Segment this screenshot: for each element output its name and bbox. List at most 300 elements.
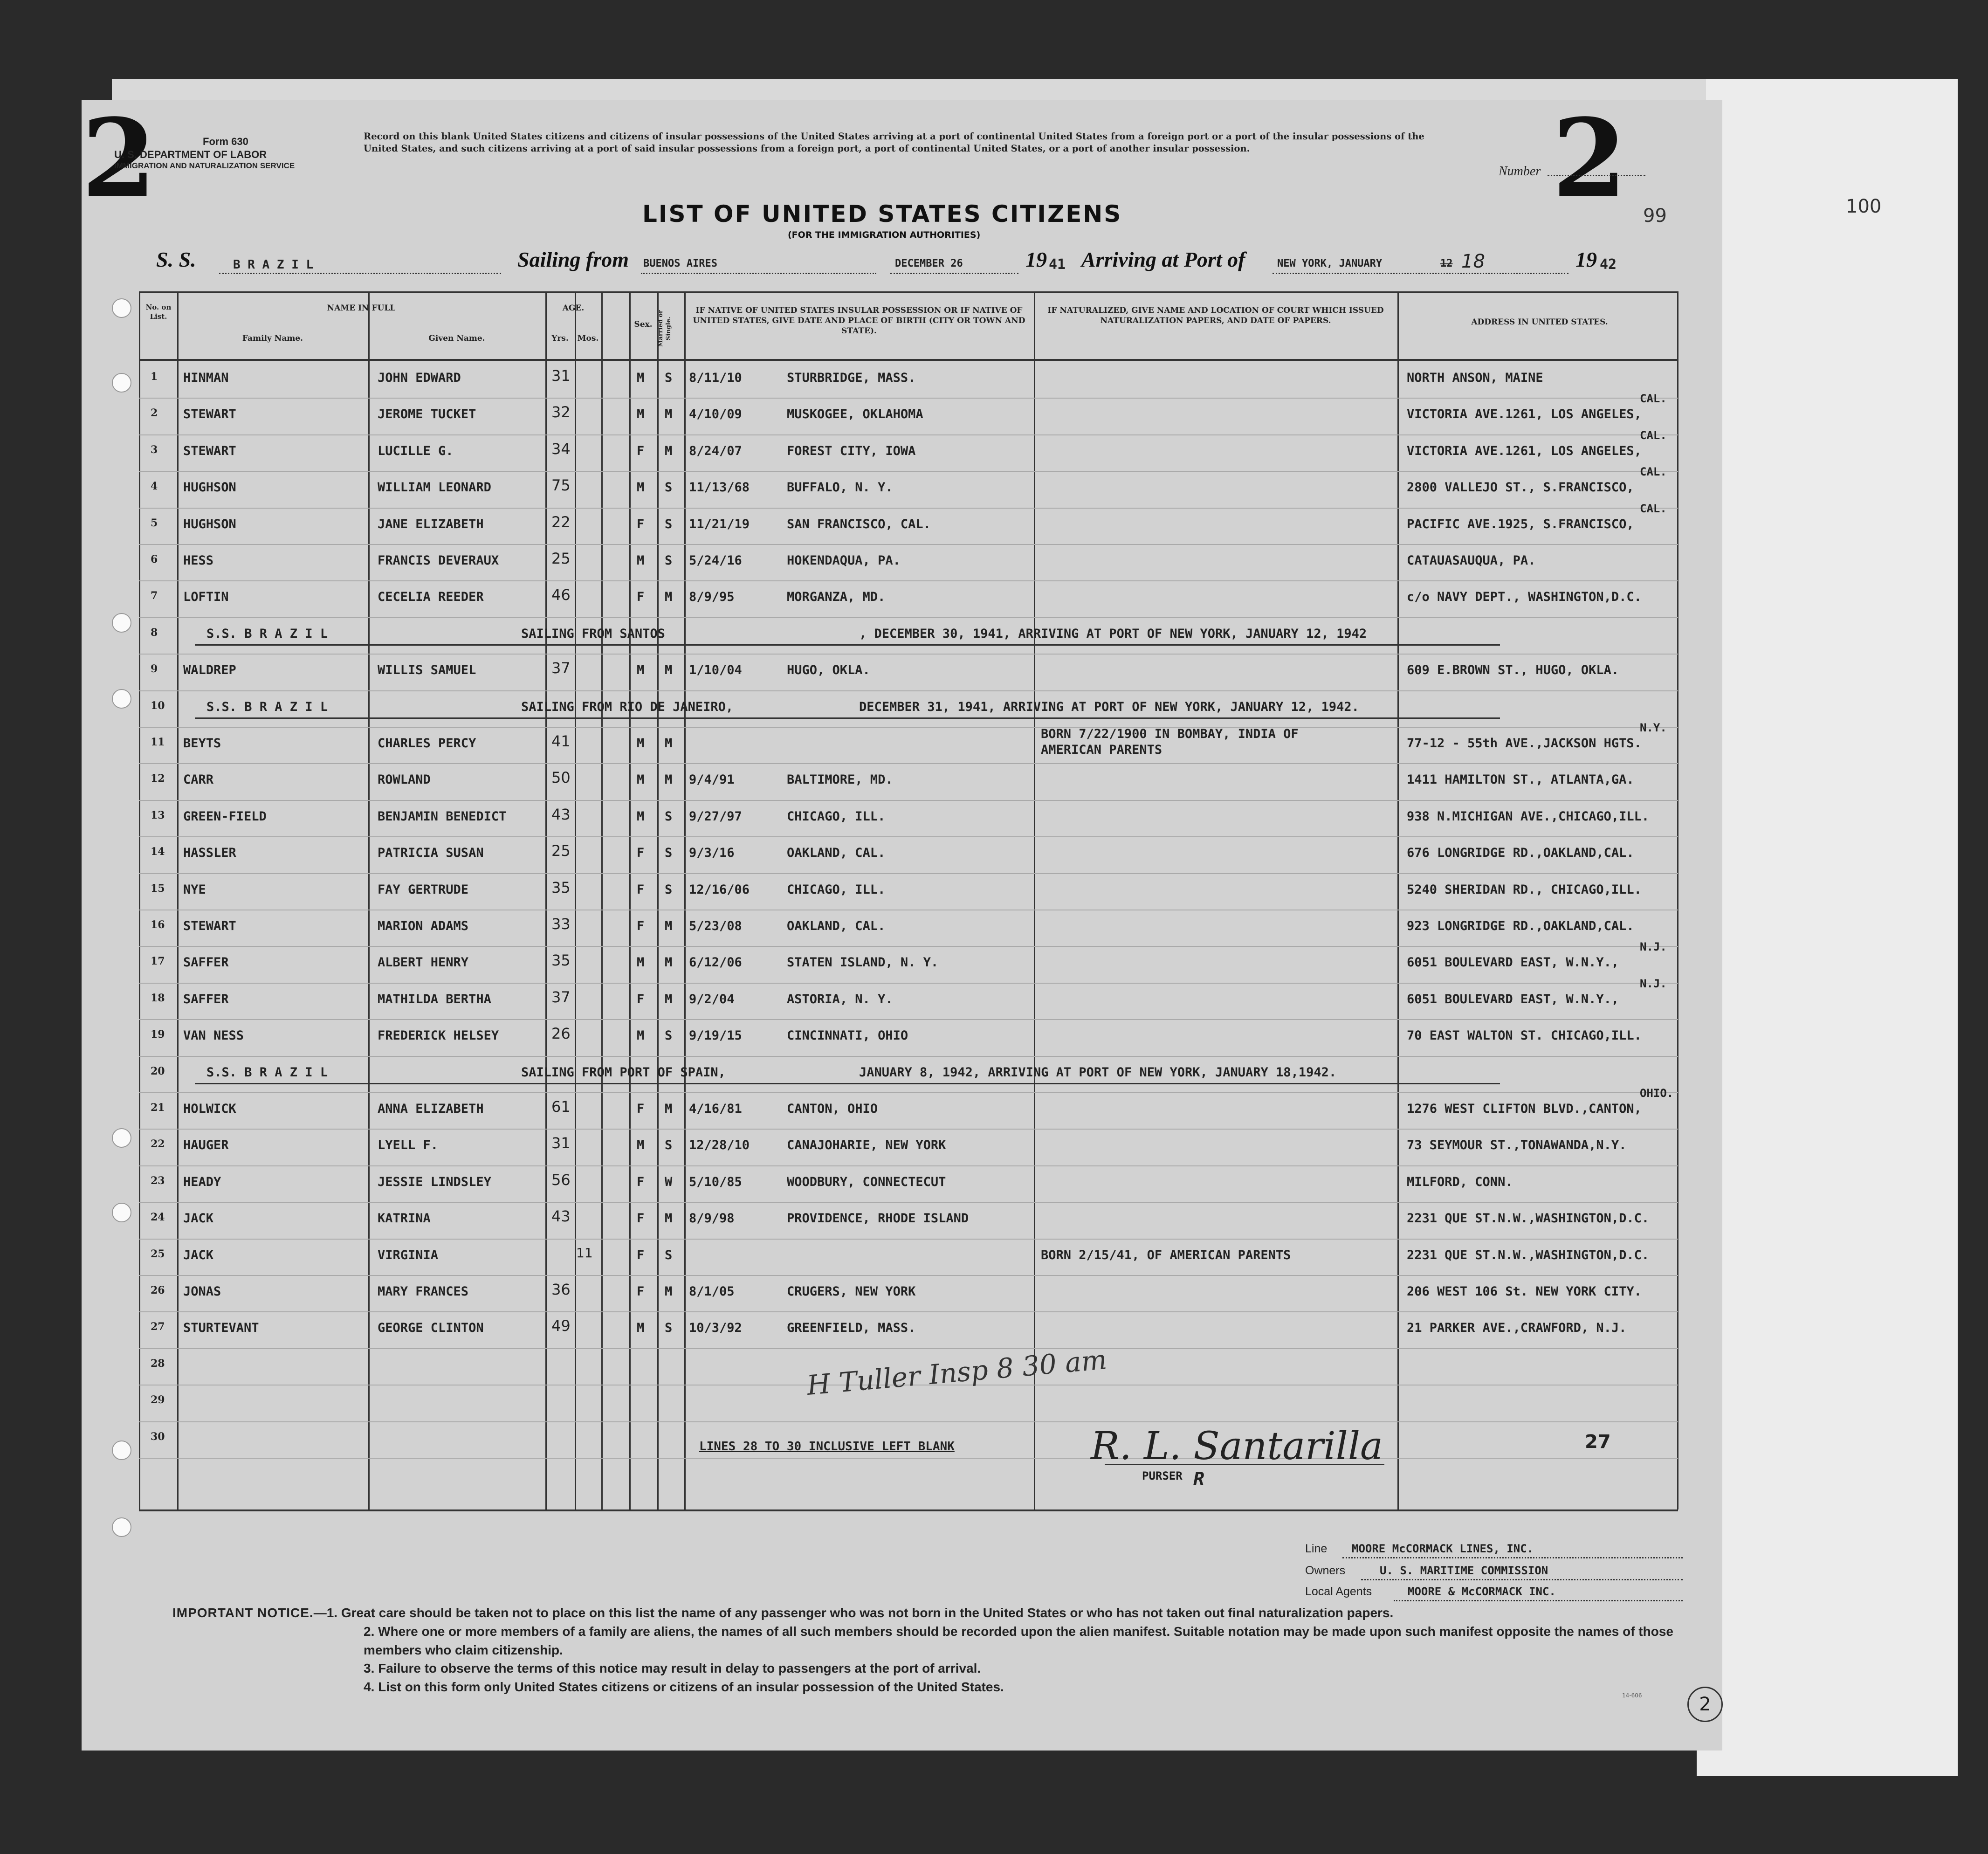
row-number: 25 bbox=[151, 1247, 165, 1260]
sex: F bbox=[637, 1247, 645, 1262]
address: VICTORIA AVE.1261, LOS ANGELES, bbox=[1407, 443, 1642, 458]
family-name: LOFTIN bbox=[183, 590, 229, 605]
row-number: 1 bbox=[151, 371, 158, 383]
address-state: CAL. bbox=[1640, 465, 1667, 479]
sex: F bbox=[637, 1174, 645, 1189]
col-header-family: Family Name. bbox=[242, 334, 303, 343]
number-line bbox=[1548, 175, 1645, 176]
family-name: WALDREP bbox=[183, 663, 236, 678]
col-header-birth: IF NATIVE OF UNITED STATES INSULAR POSSESSION OR IF NATIVE OF UNITED STATES, GIVE DATE AND PLACE OF BIRTH (CITY OR TOWN AND STATE). bbox=[693, 306, 1025, 336]
sailing-from-port: BUENOS AIRES bbox=[643, 258, 717, 269]
age-years: 25 bbox=[551, 842, 571, 860]
line-underline bbox=[1342, 1557, 1683, 1558]
address-state: CAL. bbox=[1640, 502, 1667, 515]
col-header-name: NAME IN FULL bbox=[327, 303, 396, 313]
given-name: KATRINA bbox=[378, 1211, 431, 1226]
address: 5240 SHERIDAN RD., CHICAGO,ILL. bbox=[1407, 882, 1642, 897]
age-years: 22 bbox=[551, 513, 571, 531]
important-notice bbox=[172, 1604, 1701, 1696]
family-name: STEWART bbox=[183, 443, 236, 458]
agents-underline bbox=[1394, 1600, 1683, 1601]
notice-4: 4. List on this form only United States citizens or citizens of an insular possession of the United States. bbox=[364, 1680, 1004, 1694]
arriving-label: Arriving at Port of bbox=[1081, 248, 1245, 271]
family-name: HEADY bbox=[183, 1174, 221, 1189]
form-number-left: 2 bbox=[82, 96, 157, 221]
col-header-sex: Sex. bbox=[634, 320, 653, 329]
birth-date: 11/13/68 bbox=[689, 480, 750, 495]
arriving-line bbox=[1273, 273, 1568, 274]
birth-date: 11/21/19 bbox=[689, 517, 750, 531]
sex: F bbox=[637, 992, 645, 1006]
table-row bbox=[139, 690, 1678, 727]
address: 2231 QUE ST.N.W.,WASHINGTON,D.C. bbox=[1407, 1211, 1650, 1226]
passenger-total: 27 bbox=[1585, 1431, 1611, 1453]
row-number: 20 bbox=[151, 1065, 165, 1077]
lines-left-blank: LINES 28 TO 30 INCLUSIVE LEFT BLANK bbox=[699, 1440, 955, 1454]
row-number: 12 bbox=[151, 772, 165, 785]
ss-label: S. S. bbox=[156, 248, 196, 271]
form-agency-block bbox=[114, 135, 295, 171]
number-value: 2 bbox=[1552, 96, 1627, 221]
section-ship: S.S. B R A Z I L bbox=[206, 1065, 328, 1080]
notice-3: 3. Failure to observe the terms of this notice may result in delay to passengers at the port of arrival. bbox=[364, 1661, 981, 1676]
birth-date: 12/16/06 bbox=[689, 882, 750, 897]
row-number: 17 bbox=[151, 955, 165, 968]
birth-date: 9/19/15 bbox=[689, 1028, 742, 1043]
sex: F bbox=[637, 846, 645, 861]
col-header-married: Married or Single. bbox=[657, 310, 672, 347]
arriving-day-struck: 12 bbox=[1440, 258, 1453, 269]
row-number: 2 bbox=[151, 407, 158, 420]
address: CATAUASAUQUA, PA. bbox=[1407, 553, 1536, 568]
birth-place: OAKLAND, CAL. bbox=[787, 919, 886, 933]
age-years: 34 bbox=[551, 440, 571, 458]
birth-place: BUFFALO, N. Y. bbox=[787, 480, 893, 495]
age-years: 26 bbox=[551, 1025, 571, 1043]
family-name: CARR bbox=[183, 772, 214, 787]
age-years: 36 bbox=[551, 1281, 571, 1298]
marital-status: S bbox=[665, 1321, 673, 1336]
marital-status: M bbox=[665, 736, 673, 751]
row-number: 22 bbox=[151, 1138, 165, 1151]
row-number: 7 bbox=[151, 590, 158, 602]
sailing-from-label: Sailing from bbox=[517, 248, 629, 271]
family-name: JACK bbox=[183, 1211, 214, 1226]
owners-underline bbox=[1361, 1579, 1683, 1580]
section-sailing: SAILING FROM SANTOS bbox=[521, 626, 665, 641]
birth-place: CANAJOHARIE, NEW YORK bbox=[787, 1138, 946, 1153]
address: 938 N.MICHIGAN AVE.,CHICAGO,ILL. bbox=[1407, 809, 1650, 824]
punch-hole bbox=[112, 1128, 131, 1148]
header-bottom-line bbox=[139, 359, 1678, 361]
row-number: 29 bbox=[151, 1394, 165, 1406]
birth-date: 5/23/08 bbox=[689, 919, 742, 933]
row-number: 10 bbox=[151, 699, 165, 712]
row-number: 4 bbox=[151, 480, 158, 493]
notice-2: 2. Where one or more members of a family are aliens, the names of all such members should be recorded upon the alien manifest. Suitable notation may be made upon such manifest opposite the names of those members who claim citizenship. bbox=[364, 1624, 1673, 1657]
back-sheet-page-number: 100 bbox=[1846, 196, 1882, 217]
address: VICTORIA AVE.1261, LOS ANGELES, bbox=[1407, 407, 1642, 422]
sex: M bbox=[637, 1028, 645, 1043]
marital-status: M bbox=[665, 1284, 673, 1299]
family-name: JACK bbox=[183, 1247, 214, 1262]
marital-status: W bbox=[665, 1174, 673, 1189]
ship-name: B R A Z I L bbox=[233, 258, 314, 272]
age-years: 41 bbox=[551, 732, 571, 750]
year2-typed: 42 bbox=[1600, 256, 1617, 273]
birth-date: 1/10/04 bbox=[689, 663, 742, 678]
table-top-line bbox=[139, 291, 1678, 293]
address: 609 E.BROWN ST., HUGO, OKLA. bbox=[1407, 663, 1619, 678]
table-row bbox=[139, 836, 1678, 873]
sex: M bbox=[637, 736, 645, 751]
given-name: LUCILLE G. bbox=[378, 443, 454, 458]
marital-status: S bbox=[665, 1138, 673, 1153]
col-header-yrs: Yrs. bbox=[551, 334, 569, 343]
table-row bbox=[139, 1129, 1678, 1165]
family-name: VAN NESS bbox=[183, 1028, 244, 1043]
age-years: 50 bbox=[551, 769, 571, 787]
age-years: 35 bbox=[551, 951, 571, 970]
given-name: PATRICIA SUSAN bbox=[378, 846, 484, 861]
row-number: 18 bbox=[151, 992, 165, 1004]
service: IMMIGRATION AND NATURALIZATION SERVICE bbox=[114, 161, 295, 170]
table-row bbox=[139, 1087, 1678, 1129]
family-name: HESS bbox=[183, 553, 214, 568]
signature-line bbox=[1105, 1464, 1384, 1465]
address: 923 LONGRIDGE RD.,OAKLAND,CAL. bbox=[1407, 919, 1634, 933]
birth-date: 8/9/95 bbox=[689, 590, 735, 605]
address: MILFORD, CONN. bbox=[1407, 1174, 1513, 1189]
table-row bbox=[139, 580, 1678, 617]
row-number: 6 bbox=[151, 553, 158, 565]
given-name: MARION ADAMS bbox=[378, 919, 469, 933]
birth-place: CANTON, OHIO bbox=[787, 1102, 878, 1116]
address: PACIFIC AVE.1925, S.FRANCISCO, bbox=[1407, 517, 1634, 531]
marital-status: M bbox=[665, 1211, 673, 1226]
sex: M bbox=[637, 1138, 645, 1153]
birth-place: STATEN ISLAND, N. Y. bbox=[787, 955, 939, 970]
table-row bbox=[139, 721, 1678, 763]
birth-place: HUGO, OKLA. bbox=[787, 663, 870, 678]
address-state: CAL. bbox=[1640, 392, 1667, 406]
address: 2231 QUE ST.N.W.,WASHINGTON,D.C. bbox=[1407, 1247, 1650, 1262]
sex: F bbox=[637, 1284, 645, 1299]
address: 6051 BOULEVARD EAST, W.N.Y., bbox=[1407, 992, 1619, 1006]
form-instructions: Record on this blank United States citizens and citizens of insular possessions of the United States arriving at a port of continental United States from a foreign port or a port of the insular possessions of the United States, and such citizens arriving at a port of said insular possessions from a foreign port, a port of continental United States, or a port of another insular possession. bbox=[364, 131, 1424, 154]
address: 21 PARKER AVE.,CRAWFORD, N.J. bbox=[1407, 1321, 1627, 1336]
row-number: 19 bbox=[151, 1028, 165, 1041]
address: 1411 HAMILTON ST., ATLANTA,GA. bbox=[1407, 772, 1634, 787]
section-date: DECEMBER 31, 1941, ARRIVING AT PORT OF NEW YORK, JANUARY 12, 1942. bbox=[859, 699, 1359, 714]
birth-place: SAN FRANCISCO, CAL. bbox=[787, 517, 931, 531]
family-name: HASSLER bbox=[183, 846, 236, 861]
given-name: JANE ELIZABETH bbox=[378, 517, 484, 531]
birth-place: STURBRIDGE, MASS. bbox=[787, 371, 916, 385]
punch-hole bbox=[112, 373, 131, 393]
marital-status: M bbox=[665, 1102, 673, 1116]
given-name: JOHN EDWARD bbox=[378, 371, 461, 385]
table-row bbox=[139, 502, 1678, 544]
marital-status: M bbox=[665, 992, 673, 1006]
section-date: JANUARY 8, 1942, ARRIVING AT PORT OF NEW YORK, JANUARY 18,1942. bbox=[859, 1065, 1337, 1080]
row-number: 13 bbox=[151, 809, 165, 821]
table-row bbox=[139, 977, 1678, 1019]
table-row bbox=[139, 465, 1678, 507]
family-name: STEWART bbox=[183, 919, 236, 933]
row-number: 9 bbox=[151, 663, 158, 675]
age-years: 61 bbox=[551, 1098, 571, 1116]
table-row bbox=[139, 654, 1678, 690]
address-state: N.J. bbox=[1640, 977, 1667, 990]
given-name: MARY FRANCES bbox=[378, 1284, 469, 1299]
punch-hole bbox=[112, 1203, 131, 1222]
row-number: 21 bbox=[151, 1102, 165, 1114]
address: 676 LONGRIDGE RD.,OAKLAND,CAL. bbox=[1407, 846, 1634, 861]
birth-place: WOODBURY, CONNECTECUT bbox=[787, 1174, 946, 1189]
department: U. S. DEPARTMENT OF LABOR bbox=[114, 148, 267, 160]
section-underline bbox=[195, 1083, 1500, 1084]
row-number: 30 bbox=[151, 1430, 165, 1443]
birth-date: 9/2/04 bbox=[689, 992, 735, 1006]
table-row bbox=[139, 544, 1678, 580]
owners-label: Owners bbox=[1305, 1564, 1346, 1577]
marital-status: M bbox=[665, 590, 673, 605]
marital-status: S bbox=[665, 882, 673, 897]
marital-status: M bbox=[665, 955, 673, 970]
family-name: HUGHSON bbox=[183, 480, 236, 495]
birth-place: HOKENDAQUA, PA. bbox=[787, 553, 901, 568]
section-date: , DECEMBER 30, 1941, ARRIVING AT PORT OF NEW YORK, JANUARY 12, 1942 bbox=[859, 626, 1367, 641]
birth-place: CHICAGO, ILL. bbox=[787, 809, 886, 824]
family-name: SAFFER bbox=[183, 955, 229, 970]
marital-status: S bbox=[665, 517, 673, 531]
given-name: ROWLAND bbox=[378, 772, 431, 787]
page-subtitle: (FOR THE IMMIGRATION AUTHORITIES) bbox=[788, 230, 981, 240]
address: 77-12 - 55th AVE.,JACKSON HGTS. bbox=[1407, 736, 1642, 751]
address: c/o NAVY DEPT., WASHINGTON,D.C. bbox=[1407, 590, 1642, 605]
family-name: STEWART bbox=[183, 407, 236, 422]
birth-place: OAKLAND, CAL. bbox=[787, 846, 886, 861]
family-name: HAUGER bbox=[183, 1138, 229, 1153]
col-header-address: ADDRESS IN UNITED STATES. bbox=[1471, 317, 1608, 327]
address-state: N.Y. bbox=[1640, 721, 1667, 734]
birth-date: 8/1/05 bbox=[689, 1284, 735, 1299]
birth-date: 5/10/85 bbox=[689, 1174, 742, 1189]
sailing-date-line bbox=[890, 273, 1018, 274]
table-row bbox=[139, 1019, 1678, 1055]
marital-status: M bbox=[665, 663, 673, 678]
age-years: 75 bbox=[551, 476, 571, 495]
purser-label: PURSER bbox=[1142, 1469, 1183, 1482]
age-years: 25 bbox=[551, 550, 571, 567]
col-header-no: No. on List. bbox=[145, 303, 172, 321]
given-name: JESSIE LINDSLEY bbox=[378, 1174, 491, 1189]
address-state: CAL. bbox=[1640, 428, 1667, 442]
col-header-naturalized: IF NATURALIZED, GIVE NAME AND LOCATION OF COURT WHICH ISSUED NATURALIZATION PAPERS, AND DATE OF PAPERS. bbox=[1047, 306, 1384, 326]
table-row bbox=[139, 1311, 1678, 1348]
section-sailing: SAILING FROM RIO DE JANEIRO, bbox=[521, 699, 734, 714]
handwritten-inspector-note: H Tuller Insp 8 30 am bbox=[805, 1344, 1108, 1401]
sex: F bbox=[637, 517, 645, 531]
notice-line-1 bbox=[172, 1604, 1701, 1622]
sex: M bbox=[637, 809, 645, 824]
table-bottom-line bbox=[139, 1509, 1678, 1511]
page-title: LIST OF UNITED STATES CITIZENS bbox=[642, 200, 1122, 227]
age-years: 31 bbox=[551, 367, 571, 385]
family-name: HOLWICK bbox=[183, 1102, 236, 1116]
section-underline bbox=[195, 717, 1500, 719]
birth-date: 4/10/09 bbox=[689, 407, 742, 422]
naturalization: BORN 2/15/41, OF AMERICAN PARENTS bbox=[1041, 1247, 1291, 1262]
marital-status: S bbox=[665, 1028, 673, 1043]
row-rule bbox=[139, 1458, 1678, 1459]
address: NORTH ANSON, MAINE bbox=[1407, 371, 1543, 385]
marital-status: S bbox=[665, 809, 673, 824]
table-row bbox=[139, 1056, 1678, 1092]
col-header-age: AGE. bbox=[562, 303, 585, 313]
birth-date: 5/24/16 bbox=[689, 553, 742, 568]
address: 206 WEST 106 St. NEW YORK CITY. bbox=[1407, 1284, 1642, 1299]
notice-head: IMPORTANT NOTICE. bbox=[172, 1606, 314, 1620]
number-label: Number bbox=[1499, 164, 1541, 179]
birth-place: CRUGERS, NEW YORK bbox=[787, 1284, 916, 1299]
col-header-given: Given Name. bbox=[428, 334, 485, 343]
marital-status: S bbox=[665, 480, 673, 495]
marital-status: S bbox=[665, 371, 673, 385]
arriving-day-handwritten: 18 bbox=[1461, 251, 1485, 272]
birth-place: CHICAGO, ILL. bbox=[787, 882, 886, 897]
birth-place: FOREST CITY, IOWA bbox=[787, 443, 916, 458]
table-row bbox=[139, 940, 1678, 982]
birth-date: 8/24/07 bbox=[689, 443, 742, 458]
family-name: HUGHSON bbox=[183, 517, 236, 531]
birth-date: 8/9/98 bbox=[689, 1211, 735, 1226]
marital-status: M bbox=[665, 772, 673, 787]
sex: F bbox=[637, 1102, 645, 1116]
birth-place: CINCINNATI, OHIO bbox=[787, 1028, 908, 1043]
section-sailing: SAILING FROM PORT OF SPAIN, bbox=[521, 1065, 726, 1080]
given-name: BENJAMIN BENEDICT bbox=[378, 809, 507, 824]
owners-value: U. S. MARITIME COMMISSION bbox=[1380, 1564, 1548, 1577]
manifest-table bbox=[139, 291, 1678, 1509]
purser-signature: R. L. Santarilla bbox=[1091, 1424, 1383, 1468]
notice-1: —1. Great care should be taken not to place on this list the name of any passenger who was not born in the United States or who has not taken out final naturalization papers. bbox=[313, 1606, 1394, 1620]
given-name: ANNA ELIZABETH bbox=[378, 1102, 484, 1116]
given-name: FREDERICK HELSEY bbox=[378, 1028, 499, 1043]
section-ship: S.S. B R A Z I L bbox=[206, 699, 328, 714]
sex: M bbox=[637, 371, 645, 385]
arriving-port: NEW YORK, JANUARY bbox=[1277, 258, 1383, 269]
form-code: 14-606 bbox=[1622, 1692, 1642, 1699]
birth-place: BALTIMORE, MD. bbox=[787, 772, 893, 787]
row-number: 26 bbox=[151, 1284, 165, 1296]
age-years: 43 bbox=[551, 1207, 571, 1226]
sex: M bbox=[637, 663, 645, 678]
given-name: WILLIS SAMUEL bbox=[378, 663, 476, 678]
address-state: OHIO. bbox=[1640, 1087, 1674, 1100]
sailing-port-line bbox=[641, 273, 876, 274]
table-row bbox=[139, 763, 1678, 799]
age-years: 43 bbox=[551, 805, 571, 823]
row-number: 5 bbox=[151, 517, 158, 529]
naturalization-2: AMERICAN PARENTS bbox=[1041, 743, 1163, 757]
marital-status: S bbox=[665, 1247, 673, 1262]
birth-date: 9/4/91 bbox=[689, 772, 735, 787]
row-number: 15 bbox=[151, 882, 165, 895]
address: 1276 WEST CLIFTON BLVD.,CANTON, bbox=[1407, 1102, 1642, 1116]
age-years: 37 bbox=[551, 659, 571, 677]
sex: F bbox=[637, 1211, 645, 1226]
age-years: 32 bbox=[551, 403, 571, 421]
address: 6051 BOULEVARD EAST, W.N.Y., bbox=[1407, 955, 1619, 970]
address: 70 EAST WALTON ST. CHICAGO,ILL. bbox=[1407, 1028, 1642, 1043]
birth-date: 6/12/06 bbox=[689, 955, 742, 970]
punch-hole bbox=[112, 689, 131, 709]
sex: F bbox=[637, 919, 645, 933]
year2-printed: 19 bbox=[1575, 248, 1597, 271]
line-value: MOORE McCORMACK LINES, INC. bbox=[1352, 1542, 1534, 1555]
punch-hole bbox=[112, 613, 131, 633]
given-name: GEORGE CLINTON bbox=[378, 1321, 484, 1336]
birth-date: 10/3/92 bbox=[689, 1321, 742, 1336]
birth-place: MUSKOGEE, OKLAHOMA bbox=[787, 407, 923, 422]
row-number: 24 bbox=[151, 1211, 165, 1224]
section-ship: S.S. B R A Z I L bbox=[206, 626, 328, 641]
sex: F bbox=[637, 590, 645, 605]
birth-date: 4/16/81 bbox=[689, 1102, 742, 1116]
row-number: 14 bbox=[151, 846, 165, 858]
sex: M bbox=[637, 1321, 645, 1336]
sailing-date: DECEMBER 26 bbox=[895, 258, 963, 269]
section-underline bbox=[195, 644, 1500, 646]
age-years: 49 bbox=[551, 1317, 571, 1335]
row-number: 3 bbox=[151, 443, 158, 456]
birth-date: 9/27/97 bbox=[689, 809, 742, 824]
row-number: 8 bbox=[151, 626, 158, 639]
circled-number: 2 bbox=[1687, 1687, 1723, 1722]
given-name: ALBERT HENRY bbox=[378, 955, 469, 970]
birth-date: 12/28/10 bbox=[689, 1138, 750, 1153]
line-label: Line bbox=[1305, 1542, 1328, 1555]
ship-line bbox=[219, 273, 501, 274]
form-no: Form 630 bbox=[203, 136, 248, 147]
given-name: VIRGINIA bbox=[378, 1247, 439, 1262]
table-row bbox=[139, 392, 1678, 434]
marital-status: M bbox=[665, 919, 673, 933]
row-number: 28 bbox=[151, 1357, 165, 1370]
given-name: LYELL F. bbox=[378, 1138, 439, 1153]
age-years: 37 bbox=[551, 988, 571, 1006]
year1-typed: 41 bbox=[1049, 256, 1066, 273]
table-row bbox=[139, 800, 1678, 836]
table-row bbox=[139, 910, 1678, 946]
handwritten-page-number: 99 bbox=[1643, 205, 1667, 227]
marital-status: S bbox=[665, 553, 673, 568]
punch-hole bbox=[112, 1517, 131, 1537]
table-row bbox=[139, 361, 1678, 398]
age-years: 46 bbox=[551, 586, 571, 604]
address: 73 SEYMOUR ST.,TONAWANDA,N.Y. bbox=[1407, 1138, 1627, 1153]
family-name: JONAS bbox=[183, 1284, 221, 1299]
marital-status: M bbox=[665, 407, 673, 422]
sex: M bbox=[637, 407, 645, 422]
table-row bbox=[139, 1275, 1678, 1311]
sex: M bbox=[637, 553, 645, 568]
age-months: 11 bbox=[576, 1245, 593, 1261]
table-row bbox=[139, 873, 1678, 910]
birth-date: 8/11/10 bbox=[689, 371, 742, 385]
